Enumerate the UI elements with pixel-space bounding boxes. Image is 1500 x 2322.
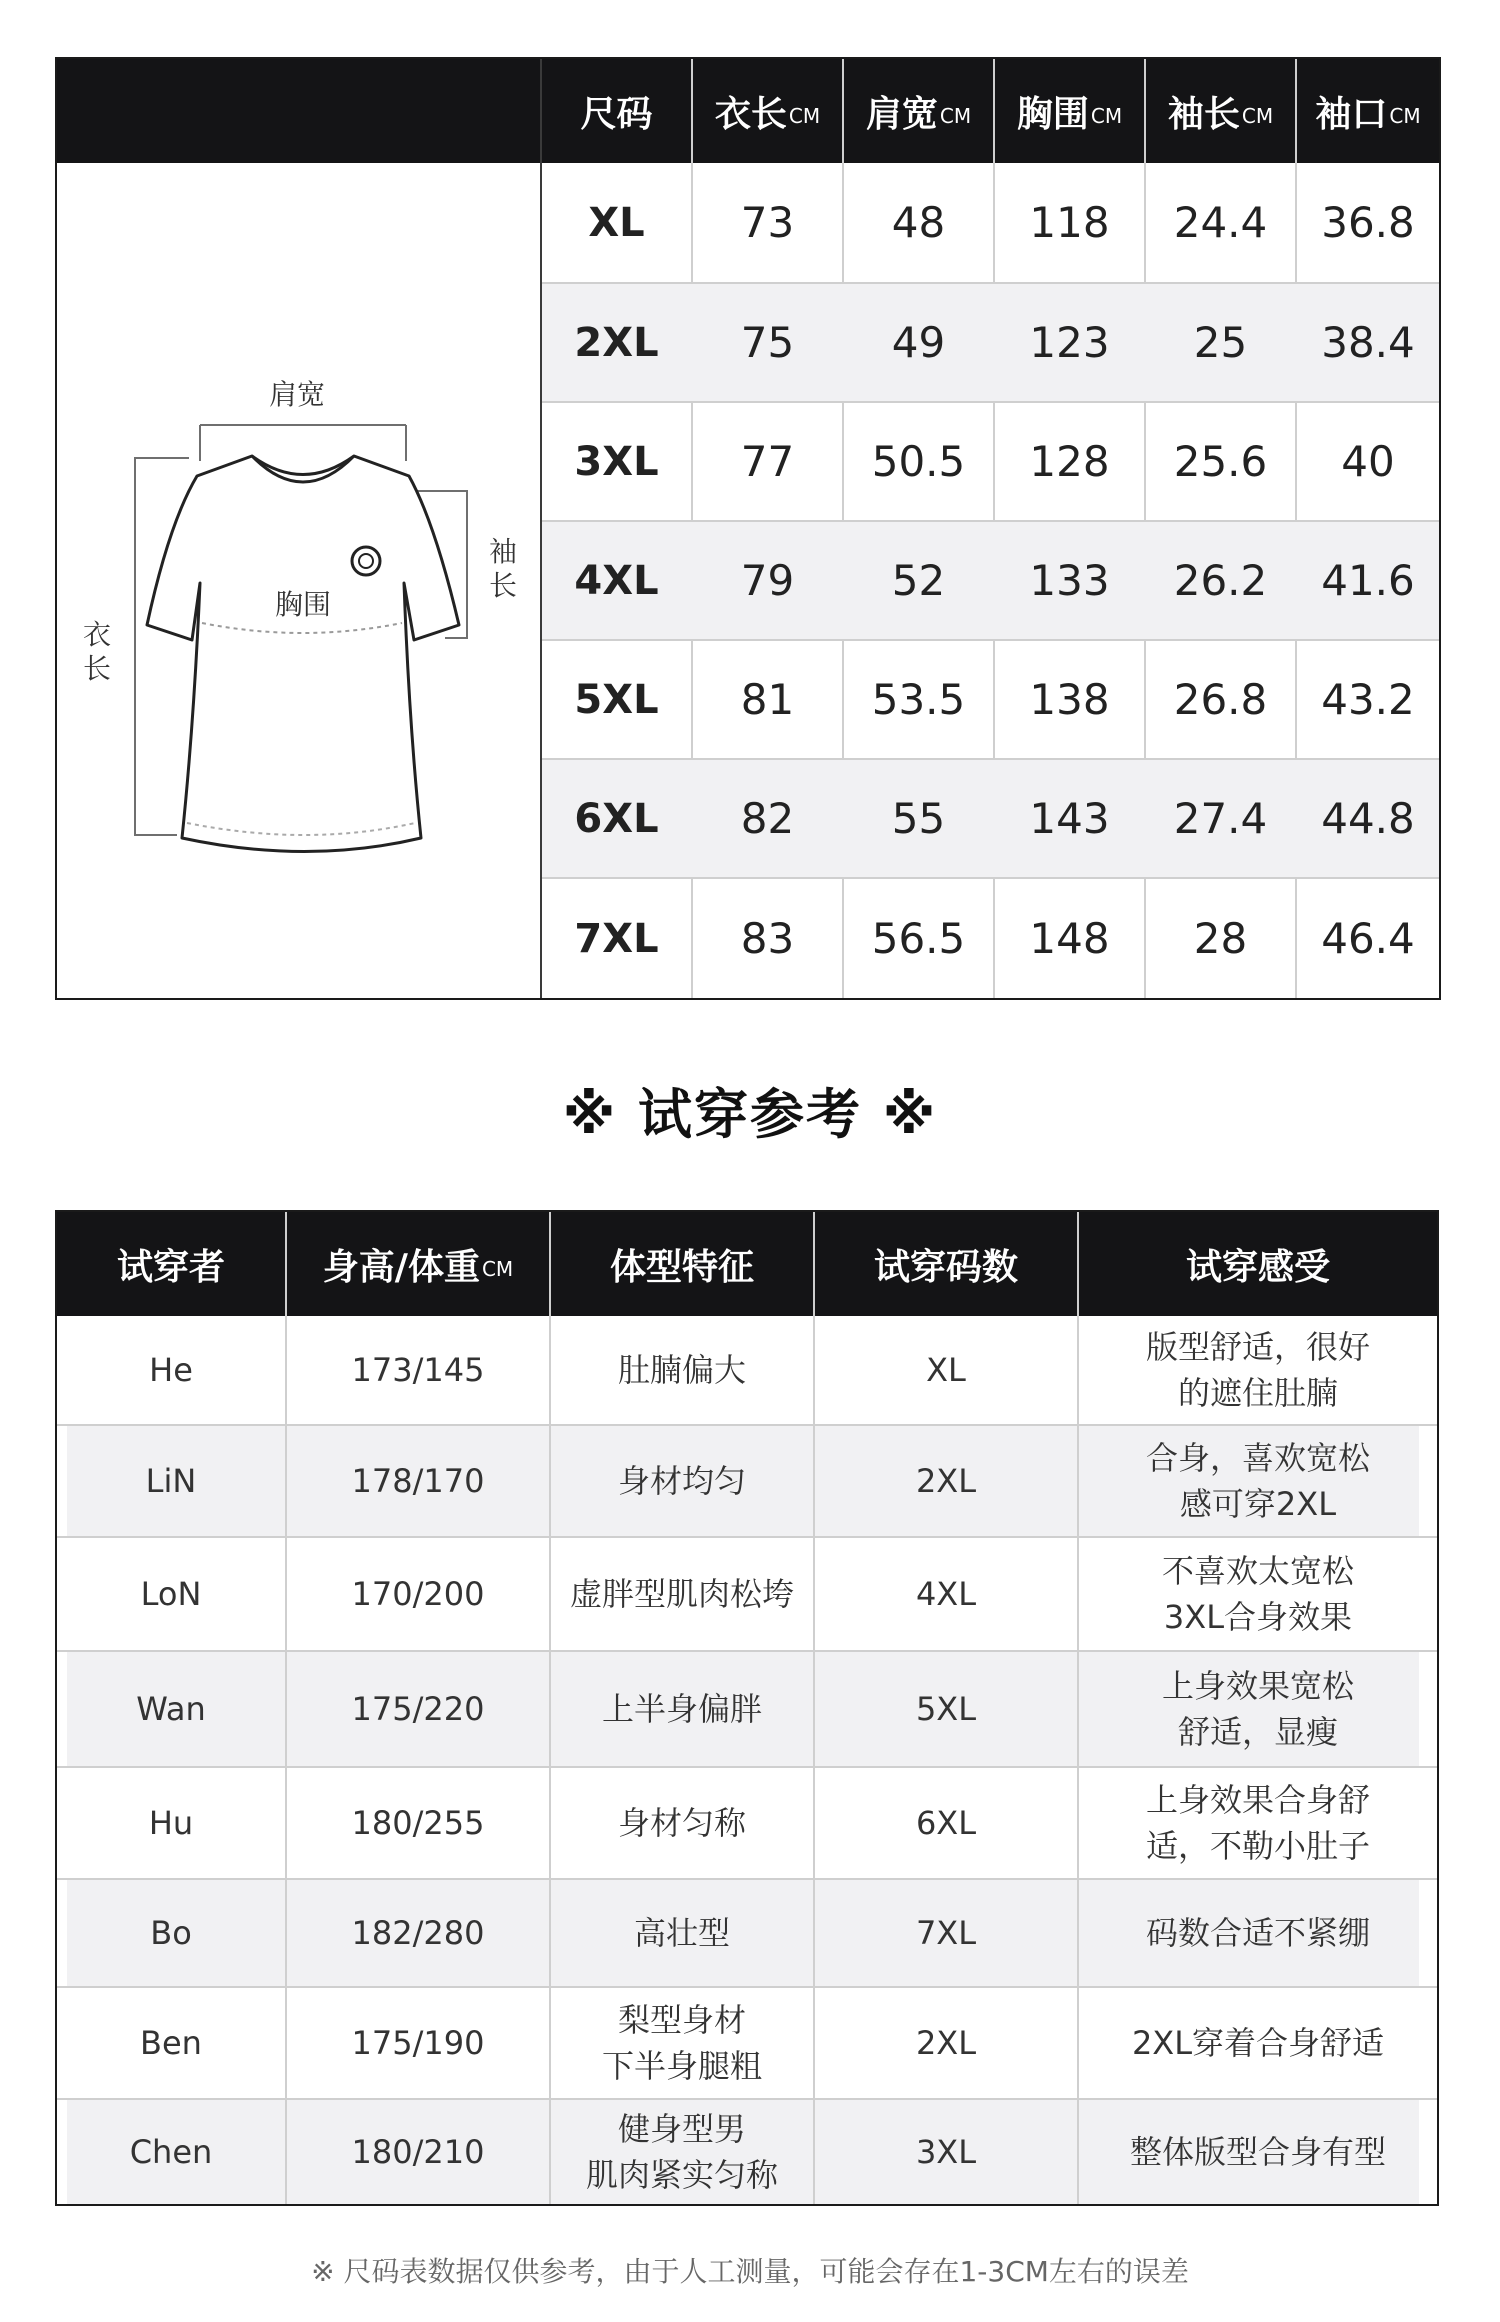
shoulder-cell: 50.5 (871, 437, 966, 486)
chest-cell: 128 (1029, 437, 1110, 486)
header-feedback-label: 试穿感受 (1185, 1246, 1330, 1288)
sleeve-cell: 25.6 (1173, 437, 1268, 486)
length-cell: 81 (740, 675, 795, 724)
body-type-cell: 身材均匀 (617, 1462, 746, 1500)
sleeve-length-char-1: 袖 (489, 535, 518, 568)
header-tester (57, 1212, 285, 1316)
tried-size-cell: 6XL (915, 1804, 977, 1842)
garment-length-char-2: 长 (83, 652, 112, 685)
size-cell: 3XL (574, 438, 659, 485)
feedback-cell: 整体版型合身有型 (1129, 2133, 1386, 2171)
length-cell: 82 (740, 794, 795, 843)
header-height-weight-label: 身高/体重 (322, 1246, 480, 1288)
header-body-type-label: 体型特征 (609, 1246, 754, 1288)
tried-size-cell: 2XL (915, 1462, 977, 1500)
chest-cell: 123 (1029, 318, 1110, 367)
header-cuff-label: 袖口 (1315, 93, 1388, 135)
size-row (542, 282, 1439, 401)
sleeve-cell: 27.4 (1173, 794, 1268, 843)
shoulder-cell: 48 (891, 198, 946, 247)
tried-size-cell: 4XL (915, 1575, 977, 1613)
body-type-cell: 上半身偏胖 (601, 1690, 762, 1728)
feedback-cell: 2XL穿着合身舒适 (1131, 2024, 1385, 2062)
garment-length-label (83, 618, 113, 686)
chest-cell: 148 (1029, 914, 1110, 963)
size-row (542, 520, 1439, 639)
cuff-cell: 36.8 (1321, 198, 1415, 247)
body-type-cell: 虚胖型肌肉松垮 (569, 1575, 794, 1613)
body-type-cell: 健身型男 肌肉紧实匀称 (585, 2110, 778, 2194)
header-tried-size-label: 试穿码数 (873, 1246, 1018, 1288)
shoulder-cell: 55 (891, 794, 946, 843)
footnote: ※ 尺码表数据仅供参考，由于人工测量，可能会存在1-3CM左右的误差 (311, 2255, 1189, 2288)
feedback-cell: 上身效果合身舒 适，不勒小肚子 (1145, 1781, 1370, 1865)
size-row (542, 758, 1439, 877)
header-chest-label: 胸围 (1016, 93, 1089, 135)
tshirt-diagram (57, 163, 540, 998)
length-cell: 73 (740, 198, 795, 247)
shoulder-width-label: 肩宽 (269, 378, 326, 411)
header-sleeve-label: 袖长 (1167, 93, 1240, 135)
height-weight-cell: 175/190 (351, 2024, 485, 2062)
column-divider (813, 1212, 815, 2204)
sleeve-cell: 25 (1193, 318, 1248, 367)
size-cell: 7XL (574, 915, 659, 962)
garment-length-char-1: 衣 (83, 618, 112, 651)
height-weight-cell: 173/145 (351, 1351, 485, 1389)
cuff-cell: 40 (1341, 437, 1395, 486)
header-chest (995, 59, 1144, 163)
size-cell: 4XL (574, 557, 659, 604)
shoulder-cell: 49 (891, 318, 946, 367)
column-divider (285, 1212, 287, 2204)
length-cell: 79 (740, 556, 795, 605)
height-weight-cell: 182/280 (351, 1914, 485, 1952)
body-type-cell: 梨型身材 下半身腿粗 (601, 2001, 762, 2085)
unit-label: CM (1090, 104, 1123, 128)
tester-cell: LoN (140, 1575, 202, 1613)
column-divider (549, 1212, 551, 2204)
cuff-cell: 44.8 (1321, 794, 1415, 843)
cuff-cell: 43.2 (1321, 675, 1415, 724)
feedback-cell: 合身，喜欢宽松 感可穿2XL (1145, 1439, 1370, 1523)
tried-size-cell: 3XL (915, 2133, 977, 2171)
feedback-cell: 版型舒适，很好 的遮住肚腩 (1145, 1328, 1370, 1412)
height-weight-cell: 178/170 (351, 1462, 485, 1500)
unit-label: CM (1389, 104, 1421, 128)
cuff-cell: 46.4 (1321, 914, 1415, 963)
header-shoulder (844, 59, 993, 163)
cuff-cell: 41.6 (1321, 556, 1415, 605)
size-chart-body (542, 163, 1439, 998)
size-cell: 5XL (574, 676, 659, 723)
tryon-row (57, 1650, 1437, 1766)
header-cuff (1297, 59, 1439, 163)
sleeve-length-label (489, 535, 519, 603)
tryon-row (57, 1986, 1437, 2098)
tryon-table (55, 1210, 1439, 2206)
tester-cell: Ben (140, 2024, 202, 2062)
body-type-cell: 肚腩偏大 (617, 1351, 746, 1389)
tried-size-cell: XL (926, 1351, 966, 1389)
feedback-cell: 上身效果宽松 舒适，显瘦 (1161, 1667, 1354, 1751)
height-weight-cell: 175/220 (351, 1690, 485, 1728)
size-cell: XL (588, 199, 645, 246)
header-size (542, 59, 691, 163)
unit-label: CM (481, 1257, 514, 1281)
size-chart-table (55, 57, 1441, 1000)
tryon-row (57, 1424, 1437, 1536)
size-row (542, 877, 1439, 998)
height-weight-cell: 180/255 (351, 1804, 485, 1842)
column-divider (1077, 1212, 1079, 2204)
body-type-cell: 高壮型 (633, 1914, 730, 1952)
chest-cell: 143 (1029, 794, 1110, 843)
height-weight-cell: 170/200 (351, 1575, 485, 1613)
header-tried-size (815, 1212, 1077, 1316)
tryon-row (57, 1536, 1437, 1650)
length-cell: 75 (740, 318, 795, 367)
tryon-row (57, 1878, 1437, 1986)
chest-cell: 133 (1029, 556, 1110, 605)
sleeve-cell: 28 (1193, 914, 1248, 963)
header-sleeve (1146, 59, 1295, 163)
sleeve-cell: 24.4 (1173, 198, 1268, 247)
shoulder-cell: 56.5 (871, 914, 966, 963)
tester-cell: Chen (129, 2133, 213, 2171)
size-cell: 6XL (574, 795, 659, 842)
header-body-type (551, 1212, 813, 1316)
tryon-section-title: ※ 试穿参考 ※ (562, 1083, 938, 1146)
size-row (542, 639, 1439, 758)
length-cell: 77 (740, 437, 795, 486)
body-type-cell: 身材匀称 (617, 1804, 746, 1842)
header-feedback (1079, 1212, 1437, 1316)
tried-size-cell: 5XL (915, 1690, 977, 1728)
size-row (542, 401, 1439, 520)
sleeve-length-char-2: 长 (489, 569, 518, 602)
tryon-row (57, 1766, 1437, 1878)
chest-label: 胸围 (275, 588, 332, 621)
chest-cell: 138 (1029, 675, 1110, 724)
tester-cell: LiN (145, 1462, 197, 1500)
tried-size-cell: 2XL (915, 2024, 977, 2062)
shoulder-cell: 52 (891, 556, 946, 605)
tryon-row (57, 1316, 1437, 1424)
shoulder-cell: 53.5 (871, 675, 966, 724)
sleeve-cell: 26.8 (1173, 675, 1268, 724)
unit-label: CM (1241, 104, 1274, 128)
length-cell: 83 (740, 914, 795, 963)
size-cell: 2XL (574, 319, 659, 366)
unit-label: CM (788, 104, 821, 128)
header-length (693, 59, 842, 163)
tshirt-outline-icon (57, 163, 540, 998)
cuff-cell: 38.4 (1321, 318, 1415, 367)
chest-cell: 118 (1029, 198, 1110, 247)
tryon-row (57, 2098, 1437, 2204)
tester-cell: Hu (148, 1804, 194, 1842)
tester-cell: He (149, 1351, 193, 1389)
header-height-weight (287, 1212, 549, 1316)
tried-size-cell: 7XL (915, 1914, 977, 1952)
tester-cell: Wan (136, 1690, 206, 1728)
height-weight-cell: 180/210 (351, 2133, 485, 2171)
unit-label: CM (939, 104, 972, 128)
size-row (542, 163, 1439, 282)
header-shoulder-label: 肩宽 (865, 93, 938, 135)
tester-cell: Bo (150, 1914, 192, 1952)
feedback-cell: 码数合适不紧绷 (1145, 1914, 1370, 1952)
sleeve-cell: 26.2 (1173, 556, 1268, 605)
header-length-label: 衣长 (714, 93, 787, 135)
header-tester-label: 试穿者 (116, 1246, 225, 1288)
feedback-cell: 不喜欢太宽松 3XL合身效果 (1161, 1552, 1354, 1636)
header-size-label: 尺码 (580, 93, 653, 135)
